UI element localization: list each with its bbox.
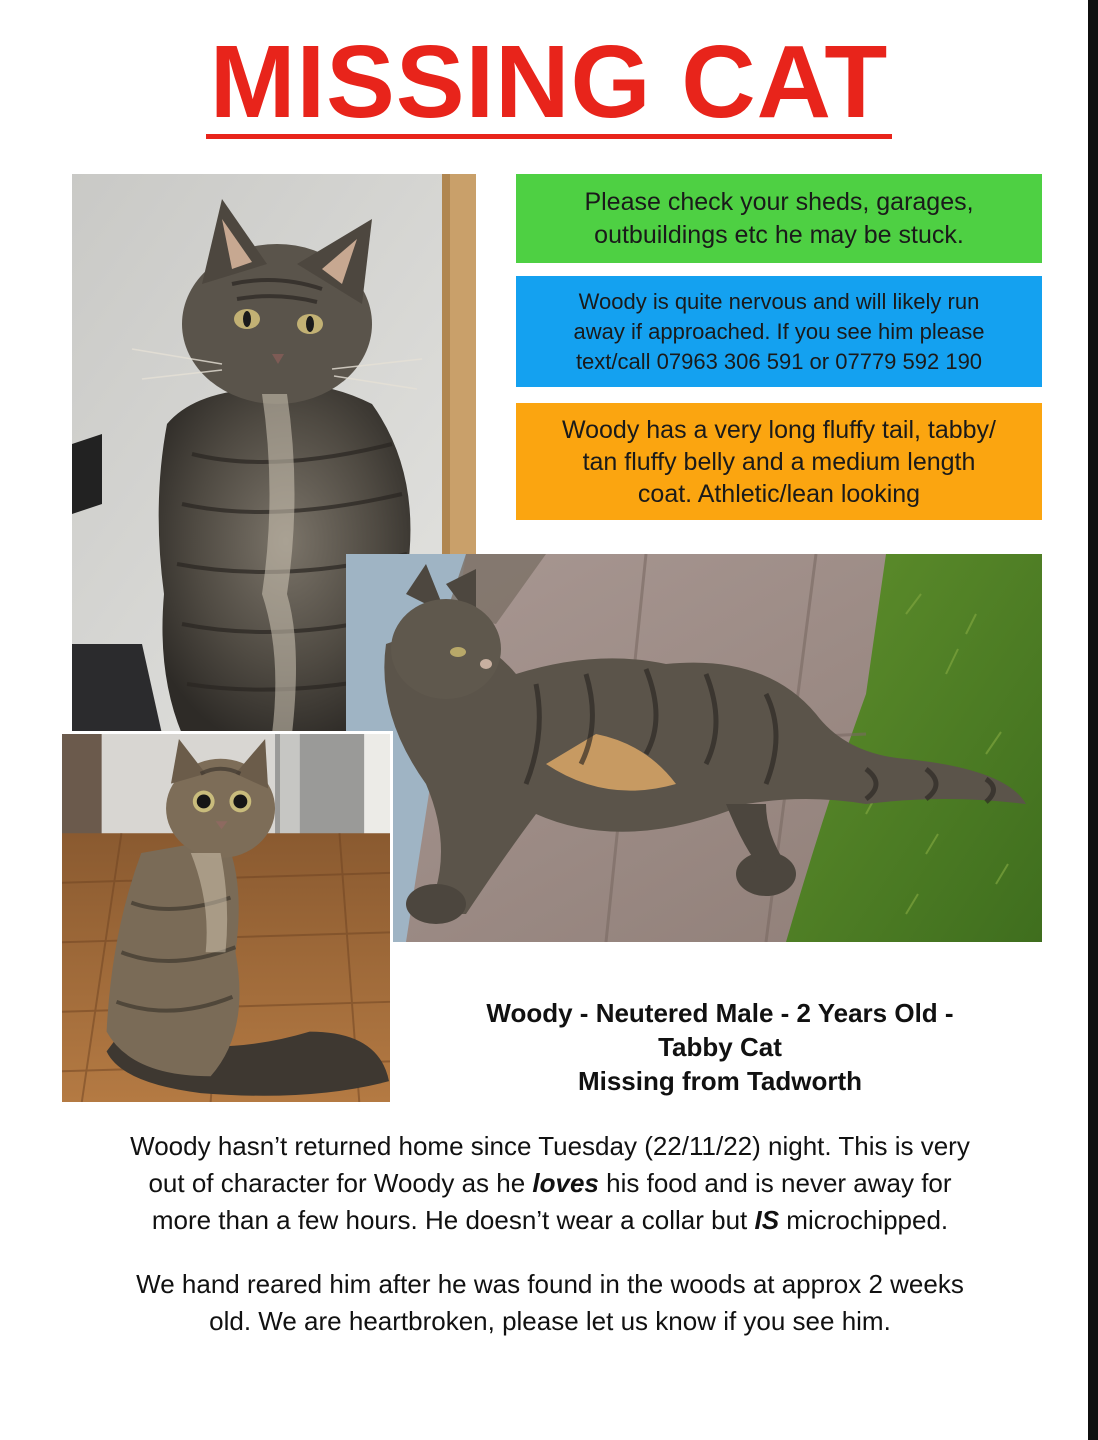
paragraph-line: Woody hasn’t returned home since Tuesday (22/11/22) night. This is very [130,1131,970,1161]
summary-line: Missing from Tadworth [577,1066,863,1096]
emphasis-text: loves [532,1168,599,1198]
backstory-paragraph [40,1266,1060,1340]
cat-lying-on-path-photo [346,554,1042,942]
notice-line: text/call 07963 306 591 or 07779 592 190 [575,348,983,374]
summary-line: Woody - Neutered Male - 2 Years Old - [486,998,954,1028]
paragraph-line [40,1202,1060,1239]
check-sheds-notice [516,174,1042,263]
notice-line: outbuildings etc he may be stuck. [594,220,964,249]
notice-line: tan fluffy belly and a medium length [582,447,976,476]
text-run: his food and is never away for [598,1168,952,1198]
notice-line: Please check your sheds, garages, [584,187,974,216]
text-run: more than a few hours. He doesn’t wear a collar but [151,1205,755,1235]
notice-line: coat. Athletic/lean looking [637,479,921,508]
missing-details-paragraph [40,1128,1060,1239]
paragraph-line [40,1165,1060,1202]
description-notice [516,403,1042,520]
poster-title-text: MISSING CAT [206,30,893,139]
emphasis-text: IS [754,1205,780,1235]
text-run: microchipped. [779,1205,949,1235]
notice-line: Woody is quite nervous and will likely run [578,288,980,314]
notice-line: Woody has a very long fluffy tail, tabby/ [561,415,997,444]
notice-line: away if approached. If you see him please [573,318,985,344]
summary-line: Tabby Cat [658,1032,782,1062]
cat-sitting-on-floor-photo [62,731,393,1102]
screen-edge [1088,0,1098,1440]
paragraph-line: We hand reared him after he was found in the woods at approx 2 weeks [136,1269,964,1299]
paragraph-line: old. We are heartbroken, please let us know if you see him. [209,1306,891,1336]
text-run: out of character for Woody as he [148,1168,533,1198]
contact-notice [516,276,1042,387]
cat-summary [400,996,1040,1098]
poster-title [0,24,1088,139]
